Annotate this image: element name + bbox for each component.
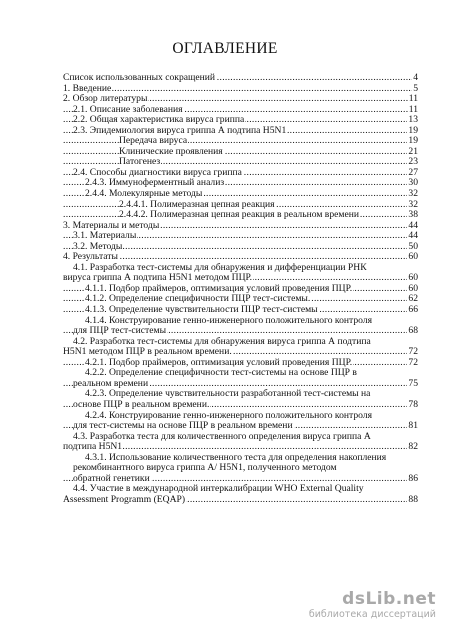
toc-entry-page: 23: [408, 157, 418, 168]
toc-entry: [63, 474, 418, 485]
toc-entry-text: 3.1. Материалы: [73, 231, 137, 242]
toc-entry: [63, 284, 418, 295]
toc-entry-text: подтипа H5N1: [63, 442, 123, 453]
toc-entry-text: 4. Результаты: [63, 252, 118, 263]
toc-entry-text: 4.2.2. Определение специфичности тест-системы на основе ПЦР в: [85, 368, 357, 379]
toc-entry-text: реальном времени: [73, 378, 149, 389]
toc-entry-text: для ПЦР тест-системы: [73, 326, 167, 337]
toc-entry: [63, 157, 418, 168]
toc-entry: [63, 136, 418, 147]
toc-entry: [63, 221, 418, 232]
toc-entry-text: основе ПЦР в реальном времени.: [73, 399, 210, 410]
toc-entry-text: 4.1.4. Конструирование генно-инженерного положительного контроля: [85, 315, 372, 326]
toc-entry-text: для тест-системы на основе ПЦР в реальном времени: [73, 421, 293, 432]
toc-entry-page: 68: [408, 326, 418, 337]
toc-entry: [63, 168, 418, 179]
toc-entry: [63, 200, 418, 211]
toc-entry: [63, 368, 418, 379]
toc-entry-page: 78: [408, 399, 418, 410]
toc-entry-page: 66: [408, 305, 418, 316]
toc-entry-text: 4.1.2. Определение специфичности ПЦР тест-системы.: [85, 294, 311, 305]
toc-entry-text: 4.2.1. Подбор праймеров, оптимизация условий проведения ПЦР.: [85, 357, 353, 368]
toc-entry-text: рекомбинантного вируса гриппа А/ H5N1, полученного методом: [73, 463, 337, 474]
toc-entry-page: 88: [408, 494, 418, 505]
toc-entry: [63, 189, 418, 200]
toc-entry-text: 4.3. Разработка теста для количественного определения вируса гриппа А: [73, 431, 371, 442]
toc-entry-page: 50: [408, 241, 418, 252]
watermark-logo-text: dsLib.net: [342, 589, 436, 609]
toc-entry-text: обратной генетики: [73, 473, 150, 484]
toc-entry-page: 32: [408, 199, 418, 210]
toc-entry: [63, 484, 418, 495]
toc-entry-page: 19: [408, 136, 418, 147]
toc-entry-text: 2.4.4. Молекулярные методы: [85, 189, 203, 200]
toc-entry-text: H5N1 методом ПЦР в реальном времени.: [63, 347, 232, 358]
toc-entry-text: 2.2. Общая характеристика вируса гриппа: [73, 115, 245, 126]
toc-entry: [63, 326, 418, 337]
toc-entry-page: 21: [408, 146, 418, 157]
toc-entry-text: 2. Обзор литературы: [63, 94, 148, 105]
toc-entry-text: 4.2.4. Конструирование генно-инженерного положительного контроля: [85, 410, 372, 421]
toc-entry-page: 72: [408, 347, 418, 358]
watermark-subtitle: библиотека диссертаций: [308, 609, 436, 620]
toc-entry: [63, 463, 418, 474]
toc-entry-text: 4.2.3. Определение чувствительности разработанной тест-системы на: [85, 389, 371, 400]
toc-entry: [63, 73, 418, 84]
toc-entry-page: 44: [408, 231, 418, 242]
toc-entry: [63, 105, 418, 116]
toc-entry-text: 2.4.3. Иммуноферментный анализ: [85, 178, 225, 189]
toc-entry: [63, 94, 418, 105]
toc-entry-text: 4.1.1. Подбор праймеров, оптимизация условий проведения ПЦР.: [85, 283, 353, 294]
toc-entry-text: вируса гриппа А подтипа H5N1 методом ПЦР.: [63, 273, 253, 284]
toc-entry: [63, 316, 418, 327]
toc-entry-page: 86: [408, 473, 418, 484]
toc-entry-text: Патогенез: [119, 157, 161, 168]
toc-entry-page: 62: [408, 294, 418, 305]
toc-entry-page: 32: [408, 189, 418, 200]
toc-entry-page: 38: [408, 210, 418, 221]
toc-entry-text: Список использованных сокращений: [63, 73, 216, 83]
watermark: [286, 589, 436, 623]
toc-entry-page: 72: [408, 357, 418, 368]
toc-entry: [63, 400, 418, 411]
toc-entry-page: 4: [413, 73, 418, 83]
toc-entry: [63, 442, 418, 453]
toc-entry-page: 60: [408, 273, 418, 284]
toc-entry: [63, 147, 418, 158]
toc-entry-text: 2.3. Эпидемиология вируса гриппа А подтипа H5N1: [73, 125, 287, 136]
toc-entry: [63, 210, 418, 221]
toc-entry-page: 11: [408, 94, 418, 105]
toc-entry: [63, 379, 418, 390]
toc-entry: [63, 126, 418, 137]
toc-entry: [63, 231, 418, 242]
toc-entry: [63, 495, 418, 506]
toc-entry-page: 30: [408, 178, 418, 189]
toc-entry-text: 2.4. Способы диагностики вируса гриппа: [73, 167, 242, 178]
toc-entry: [63, 421, 418, 432]
toc-entry-text: 3.2. Методы: [73, 241, 123, 252]
toc-entry: [63, 347, 418, 358]
toc-entry-text: 3. Материалы и методы: [63, 220, 160, 231]
page-title: ОГЛАВЛЕНИЕ: [172, 40, 278, 57]
toc-entry: [63, 411, 418, 422]
toc-entry: [63, 358, 418, 369]
toc-entry: [63, 337, 418, 348]
table-of-contents: [63, 73, 418, 505]
toc-entry-text: 2.4.4.2. Полимеразная цепная реакция в реальном времени: [119, 210, 359, 221]
toc-entry-text: 4.1.3. Определение чувствительности ПЦР тест-системы: [85, 305, 318, 316]
toc-entry-page: 82: [408, 442, 418, 453]
toc-entry: [63, 178, 418, 189]
toc-entry-page: 60: [408, 283, 418, 294]
toc-entry-page: 19: [408, 125, 418, 136]
toc-entry-text: Передача вируса: [119, 136, 188, 147]
toc-entry-text: 4.4. Участие в международной интеркалибрации WHO External Quality: [73, 484, 364, 495]
toc-entry: [63, 273, 418, 284]
toc-entry-page: 5: [413, 83, 418, 94]
toc-entry-text: 4.2. Разработка тест-системы для обнаружения вируса гриппа А подтипа: [73, 336, 371, 347]
toc-entry-text: Клинические проявления: [119, 146, 223, 157]
toc-entry: [63, 305, 418, 316]
toc-entry-page: 11: [408, 104, 418, 115]
toc-entry-page: 60: [408, 252, 418, 263]
toc-entry-page: 81: [408, 421, 418, 432]
toc-entry-text: 2.4.4.1. Полимеразная цепная реакция: [119, 199, 275, 210]
toc-entry-page: 13: [408, 115, 418, 126]
toc-entry-text: 2.1. Описание заболевания: [73, 104, 183, 115]
toc-entry-page: 27: [408, 167, 418, 178]
toc-entry: [63, 432, 418, 443]
toc-entry-text: 4.3.1. Использование количественного теста для определения накопления: [85, 452, 387, 463]
toc-entry: [63, 252, 418, 263]
toc-entry-text: 1. Введение: [63, 83, 112, 94]
toc-entry: [63, 263, 418, 274]
toc-entry-text: 4.1. Разработка тест-системы для обнаружения и дифференциации РНК: [73, 262, 367, 273]
toc-entry-text: Assessment Programm (EQAP): [63, 494, 186, 505]
toc-entry: [63, 389, 418, 400]
toc-entry: [63, 84, 418, 95]
toc-entry: [63, 115, 418, 126]
toc-entry-page: 75: [408, 378, 418, 389]
toc-entry: [63, 453, 418, 464]
toc-entry-page: 44: [408, 220, 418, 231]
toc-entry: [63, 242, 418, 253]
toc-entry: [63, 294, 418, 305]
